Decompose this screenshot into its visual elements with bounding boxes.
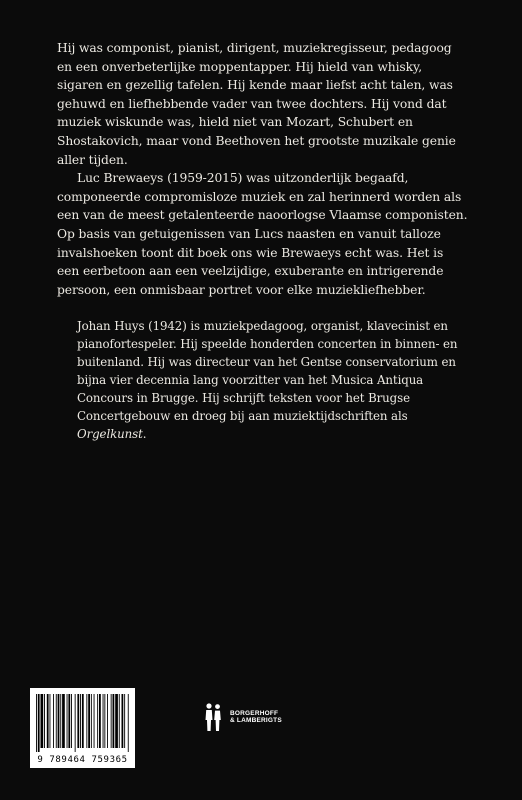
two-figures-logo-icon [202,702,224,732]
text-column [57,39,468,443]
author-bio [57,317,468,443]
publisher-name-line-1: BORGERHOFF [230,709,279,717]
isbn-digits: 9 789464 759365 [37,755,128,765]
barcode [30,688,135,768]
blurb-paragraph-1: Hij was componist, pianist, dirigent, muziekregisseur, pedagoog en een onverbeterlijke moppentapper. Hij hield van whisky, sigaren en gezellig tafelen. Hij kende maar liefst acht talen, was gehuwd en liefhebbende vader van twee dochters. Hij vond dat muziek wiskunde was, hield niet van Mozart, Schubert en Shostakovich, maar vond Beethoven het grootste muzikale genie aller tijden. [57,41,456,167]
publisher-name-line-2: & LAMBERIGTS [230,717,282,724]
publisher-name [230,710,282,725]
publisher-mark [202,702,282,732]
author-bio-body: Johan Huys (1942) is muziekpedagoog, organist, klavecinist en pianofortespeler. Hij speelde honderden concerten in binnen- en buitenland. Hij was directeur van het Gentse conservatorium en bijna vier decennia lang voorzitter van het Musica Antiqua Concours in Brugge. Hij schrijft teksten voor het Brugse Concertgebouw en droeg bij aan muziektijdschriften als [77,319,458,424]
journal-title: Orgelkunst [77,427,143,442]
barcode-bars [30,688,135,754]
blurb-paragraph-2: Luc Brewaeys (1959-2015) was uitzonderlijk begaafd, componeerde compromisloze muziek en zal herinnerd worden als een van de meest getalenteerde naoorlogse Vlaamse componisten. Op basis van getuigenissen van Lucs naasten en vanuit talloze invalshoeken toont dit boek ons wie Brewaeys echt was. Het is een eerbetoon aan een veelzijdige, exuberante en intrigerende persoon, een onmisbaar portret voor elke muziekliefhebber. [57,171,468,297]
author-bio-text [77,317,468,443]
author-bio-end: . [142,427,147,442]
